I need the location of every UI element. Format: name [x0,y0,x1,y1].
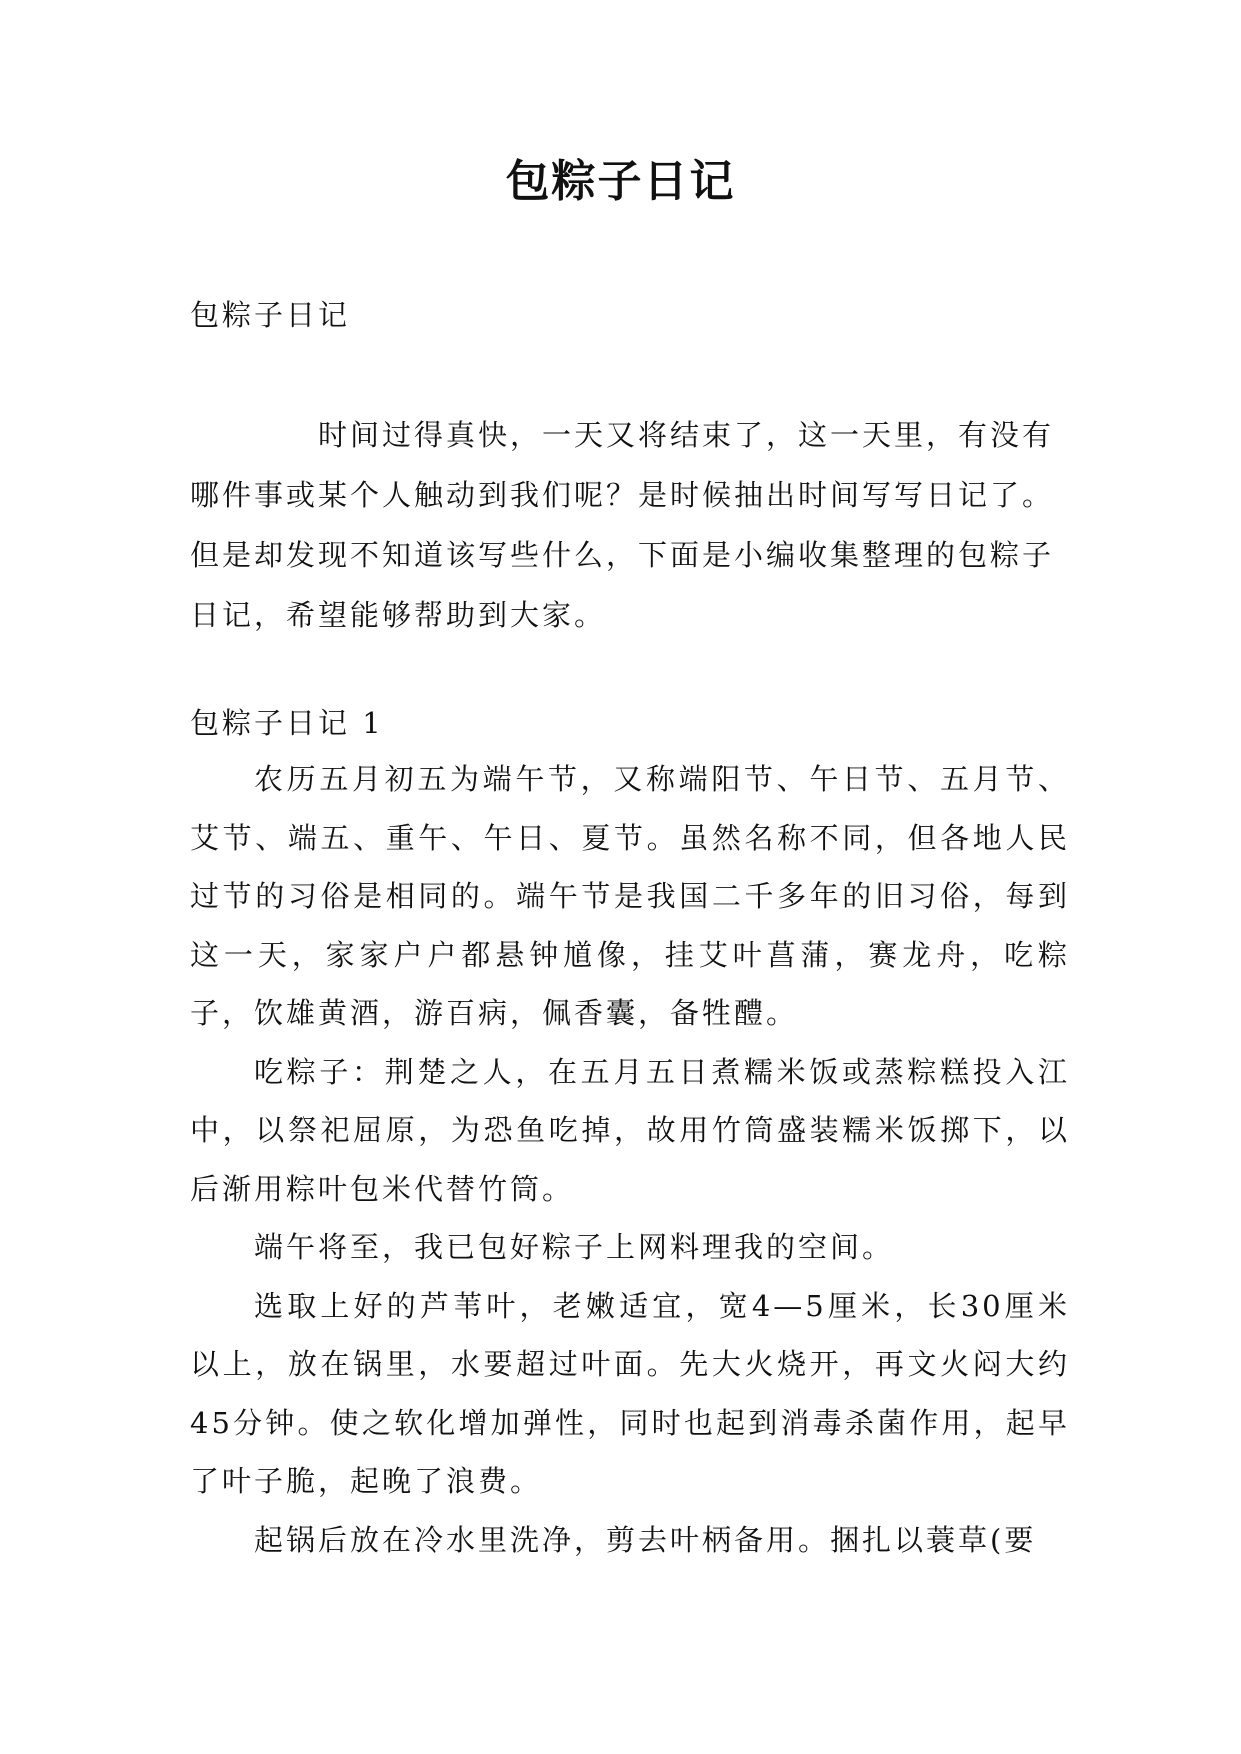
section-body [190,750,1070,1569]
body-paragraph: 起锅后放在冷水里洗净，剪去叶柄备用。捆扎以蓑草(要 [254,1522,1037,1557]
section-heading: 包粽子日记 1 [190,706,384,740]
body-paragraph: 端午将至，我已包好粽子上网料理我的空间。 [254,1230,895,1264]
document-subtitle: 包粽子日记 [190,298,351,332]
body-paragraph: 选取上好的芦苇叶，老嫩适宜，宽4—5厘米，长30厘米以上，放在锅里，水要超过叶面。先大火烧开，再文火闷大约45分钟。使之软化增加弹性，同时也起到消毒杀菌作用，起早了叶子脆，起晚了浪费。 [190,1288,1070,1498]
intro-paragraph: 时间过得真快，一天又将结束了，这一天里，有没有哪件事或某个人触动到我们呢？是时候抽出时间写写日记了。但是却发现不知道该写些什么，下面是小编收集整理的包粽子日记，希望能够帮助到大家。 [190,418,1055,632]
body-paragraph: 农历五月初五为端午节，又称端阳节、午日节、五月节、艾节、端五、重午、午日、夏节。虽然名称不同，但各地人民过节的习俗是相同的。端午节是我国二千多年的旧习俗，每到这一天，家家户户都悬钟馗像，挂艾叶菖蒲，赛龙舟，吃粽子，饮雄黄酒，游百病，佩香囊，备牲醴。 [190,762,1070,1030]
body-paragraph: 吃粽子：荆楚之人，在五月五日煮糯米饭或蒸粽糕投入江中，以祭祀屈原，为恐鱼吃掉，故用竹筒盛装糯米饭掷下，以后渐用粽叶包米代替竹筒。 [190,1054,1070,1206]
document-title: 包粽子日记 [505,156,736,207]
